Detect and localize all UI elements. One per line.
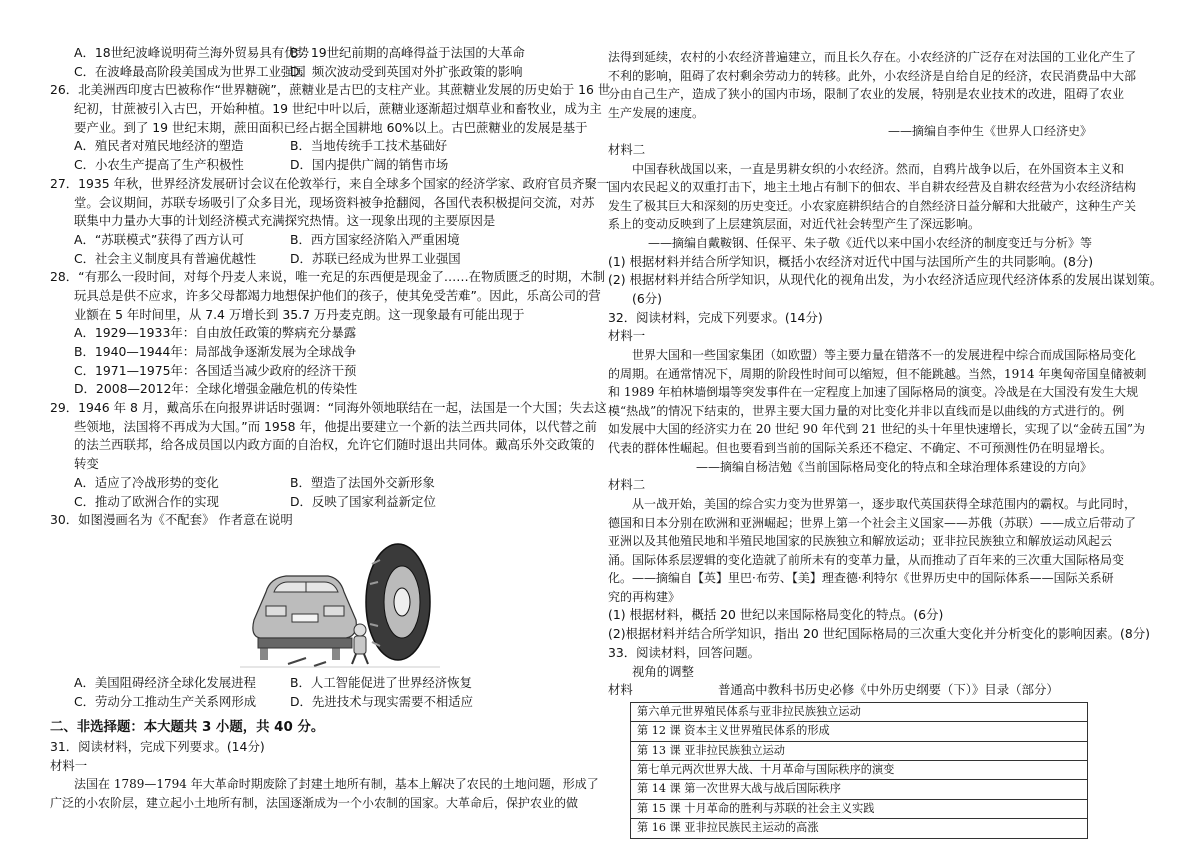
q32-material1-label: 材料一 — [608, 328, 646, 344]
q30-stem: 30．如图漫画名为《不配套》 作者意在说明 — [50, 512, 293, 528]
toc-row: 第 13 课 亚非拉民族独立运动 — [631, 742, 1087, 761]
q26-stem-line: 26．北美洲西印度古巴被称作“世界糖碗”，蔗糖业是古巴的支柱产业。其蔗糖业发展的历史始于 16 世 — [50, 82, 611, 98]
q27-stem-line: 联集中力量办大事的计划经济模式充满探究热情。这一现象出现的主要原因是 — [74, 213, 496, 229]
q32-material2-line: 德国和日本分别在欧洲和亚洲崛起；世界上第一个社会主义国家——苏俄（苏联）——成立后带动了 — [608, 515, 1137, 530]
q29-option-b[interactable]: B．塑造了法国外交新形象 — [290, 474, 435, 490]
q32-material2-line: 化。——摘编自【英】里巴·布劳、【美】理查德·利特尔《世界历史中的国际体系——国际关系研 — [608, 571, 1114, 586]
q25-options-row2 — [50, 63, 590, 82]
q26-stem-line: 要产业。到了 19 世纪末期，蔗田面积已经占据全国耕地 60%以上。古巴蔗糖业的发展是基于 — [74, 119, 588, 135]
q27-stem-line: 堂。会议期间，苏联专场吸引了众多目光，现场资料被争抢翻阅，各国代表积极提问交流，对苏 — [74, 194, 595, 210]
q31-material2-label: 材料二 — [608, 141, 646, 157]
q25-option-a[interactable]: A．18世纪波峰说明荷兰海外贸易具有优势 — [74, 45, 309, 60]
q30-options-row2 — [50, 693, 590, 712]
q32-material2-line: 从一战开始，美国的综合实力变为世界第一，逐步取代英国获得全球范围内的霸权。与此同时， — [632, 496, 1137, 511]
q27-option-a[interactable]: A．“苏联模式”获得了西方认可 — [74, 231, 245, 247]
q32-material1-line: 的周期。在通常情况下，周期的阶段性时间可以缩短，但不能跳越。当然，1914 年奥匈帝国皇储被刺 — [608, 366, 1147, 381]
q32-requirement: (2)根据材料并结合所学知识，指出 20 世纪国际格局的三次重大变化并分析变化的影响因素。(8分) — [608, 626, 1150, 642]
q32-material1-line: 和 1989 年柏林墙倒塌等突发事件在一定程度上加速了国际格局的演变。冷战是在大国没有发生大规 — [608, 385, 1139, 400]
left-column — [50, 44, 611, 813]
toc-row: 第 12 课 资本主义世界殖民体系的形成 — [631, 722, 1087, 741]
q32-material1-line: 模“热战”的情况下结束的，世界主要大国力量的对比变化并非以直线而是以曲线的方式进行的。例 — [608, 403, 1125, 418]
q32-requirement: (1) 根据材料，概括 20 世纪以来国际格局变化的特点。(6分) — [608, 607, 944, 623]
toc-row: 第 16 课 亚非拉民族民主运动的高涨 — [637, 821, 819, 835]
q33-material-label: 材料 — [608, 682, 633, 698]
q25-option-b[interactable]: B．19世纪前期的高峰得益于法国的大革命 — [290, 45, 525, 60]
q30-option-b[interactable]: B．人工智能促进了世界经济恢复 — [290, 674, 472, 690]
q31-material2-line: 中国春秋战国以来，一直是男耕女织的小农经济。然而，自鸦片战争以后，在外国资本主义和 — [632, 161, 1125, 176]
q25-option-c[interactable]: C．在波峰最高阶段美国成为世界工业强国 — [74, 63, 306, 79]
q27-stem-line: 27．1935 年秋，世界经济发展研讨会议在伦敦举行，来自全球多个国家的经济学家、政府官员齐聚一 — [50, 175, 610, 191]
q32-material1-line: 代表的群体性崛起。但也要看到当前的国际关系还不稳定、不确定、不可预测性仍在明显增长。 — [608, 441, 1113, 456]
q31-material1-line: 广泛的小农阶层，建立起小土地所有制，法国逐渐成为一个小农制的国家。大革命后，保护农业的做 — [50, 795, 579, 810]
q27-option-d[interactable]: D．苏联已经成为世界工业强国 — [290, 250, 461, 266]
q33-material-title: 普通高中教科书历史必修《中外历史纲要（下）》目录（部分） — [718, 682, 1059, 698]
q31-requirement: (2) 根据材料并结合所学知识，从现代化的视角出发，为小农经济适应现代经济体系的发展出谋划策。 — [608, 272, 1163, 288]
q33-material-header — [608, 681, 1100, 700]
q33-stem: 33．阅读材料，回答问题。 — [608, 644, 761, 660]
q32-material1-source: ——摘编自杨洁勉《当前国际格局变化的特点和全球治理体系建设的方向》 — [695, 459, 1092, 474]
q29-stem-line: 的法兰西联邦，给各成员国以内政方面的自治权，允许它们随时退出共同体。戴高乐外交政策的 — [74, 437, 595, 453]
q30-option-a[interactable]: A．美国阻碍经济全球化发展进程 — [74, 674, 256, 690]
q28-stem-line: 28．“有那么一段时间，对每个丹麦人来说，唯一充足的东西便是现金了……在物质匮乏的时期，木制 — [50, 269, 605, 285]
q28-option-b[interactable]: B．1940—1944年：局部战争逐渐发展为全球战争 — [74, 344, 357, 359]
q26-options-row2 — [50, 156, 590, 175]
q26-option-a[interactable]: A．殖民者对殖民地经济的塑造 — [74, 138, 244, 154]
q32-material2-line: 亚洲以及其他殖民地和半殖民地国家的民族独立和解放运动；亚非拉民族独立和解放运动风起云 — [608, 534, 1113, 549]
toc-row: 第六单元世界殖民体系与亚非拉民族独立运动 — [631, 703, 1087, 722]
q26-option-d[interactable]: D．国内提供广阔的销售市场 — [290, 157, 449, 173]
q27-options-row1 — [50, 231, 590, 250]
toc-row: 第 15 课 十月革命的胜利与苏联的社会主义实践 — [631, 800, 1087, 819]
q31-requirement: (6分) — [632, 291, 662, 306]
q31-material1-line: 法国在 1789—1794 年大革命时期废除了封建土地所有制，基本上解决了农民的土地问题，形成了 — [74, 777, 599, 792]
q29-options-row2 — [50, 493, 590, 512]
q28-option-d[interactable]: D．2008—2012年：全球化增强金融危机的传染性 — [74, 381, 358, 397]
q26-options-row1 — [50, 137, 590, 156]
q30-options-row1 — [50, 674, 590, 693]
q33-subtitle: 视角的调整 — [632, 663, 694, 679]
q27-options-row2 — [50, 250, 590, 269]
q29-stem-line: 29．1946 年 8 月，戴高乐在向报界讲话时强调：“同海外领地联结在一起，法国是一个大国；失去这 — [50, 400, 607, 416]
q25-options-row1 — [50, 44, 590, 63]
q31-material2-source: ——摘编自戴鞍钢、任保平、朱子敬《近代以来中国小农经济的制度变迁与分析》等 — [647, 236, 1092, 251]
q29-option-c[interactable]: C．推动了欧洲合作的实现 — [74, 493, 219, 509]
q26-option-c[interactable]: C．小农生产提高了生产积极性 — [74, 157, 244, 173]
q27-option-c[interactable]: C．社会主义制度具有普遍优越性 — [74, 250, 257, 266]
q31-stem: 31．阅读材料，完成下列要求。(14分) — [50, 738, 265, 754]
q28-option-c[interactable]: C．1971—1975年：各国适当减少政府的经济干预 — [74, 362, 357, 378]
cartoon-figure — [50, 534, 590, 672]
right-column — [608, 48, 1163, 839]
q26-stem-line: 纪初，甘蔗被引入古巴，开始种植。19 世纪中叶以后，蔗糖业逐渐超过烟草业和畜牧业，成为主 — [74, 101, 602, 117]
q31-material2-line: 系上的变动反映到了上层建筑层面，对近代社会转型产生了深远影响。 — [608, 217, 981, 232]
q31-material1-line: 法得到延续，农村的小农经济普遍建立，而且长久存在。小农经济的广泛存在对法国的工业化产生了 — [608, 50, 1137, 64]
q31-material1-label: 材料一 — [50, 757, 88, 773]
q29-stem-line: 些领地，法国将不再成为大国。”而 1958 年，他提出要建立一个新的法兰西共同体，以代替之前 — [74, 418, 597, 434]
toc-row: 第 14 课 第一次世界大战与战后国际秩序 — [631, 780, 1087, 799]
q31-material2-line: 国内农民起义的双重打击下，地主土地占有制下的佃农、半自耕农经营及自耕农经营为小农经济结构 — [608, 180, 1137, 195]
q32-material2-line: 究的再构建》 — [608, 589, 681, 604]
cartoon-car-tire-illustration — [240, 534, 440, 670]
q31-requirement: (1) 根据材料并结合所学知识，概括小农经济对近代中国与法国所产生的共同影响。(8分) — [608, 253, 1094, 269]
q32-stem: 32．阅读材料，完成下列要求。(14分) — [608, 309, 823, 325]
textbook-contents-table — [630, 702, 1088, 839]
q29-option-d[interactable]: D．反映了国家利益新定位 — [290, 493, 436, 509]
q31-material2-line: 发生了极其巨大和深刻的历史变迁。小农家庭耕织结合的自然经济日益分解和大批破产，这种生产关 — [608, 198, 1137, 213]
q28-option-a[interactable]: A．1929—1933年：自由放任政策的弊病充分暴露 — [74, 325, 357, 341]
q28-stem-line: 玩具总是供不应求，许多父母都竭力地想保护他们的孩子，使其免受苦难”。因此，乐高公司的营 — [74, 287, 601, 303]
q30-option-c[interactable]: C．劳动分工推动生产关系网形成 — [74, 693, 257, 709]
section-heading: 二、非选择题：本大题共 3 小题，共 40 分。 — [50, 720, 325, 736]
q30-option-d[interactable]: D．先进技术与现实需要不相适应 — [290, 693, 474, 709]
q31-material1-source: ——摘编自李仲生《世界人口经济史》 — [887, 124, 1092, 139]
q32-material1-line: 如发展中大国的经济实力在 20 世纪 90 年代到 21 世纪的头十年里快速增长，实现了以“金砖五国”为 — [608, 422, 1145, 437]
q31-material1-line: 生产发展的速度。 — [608, 105, 705, 120]
q29-option-a[interactable]: A．适应了冷战形势的变化 — [74, 474, 219, 490]
q29-options-row1 — [50, 474, 590, 493]
q32-material2-line: 涌。国际体系层逻辑的变化造就了前所未有的变革力量，从而推动了百年来的三次重大国际格局变 — [608, 552, 1125, 567]
q29-stem-line: 转变 — [74, 456, 99, 472]
q31-material1-line: 分由自己生产，造成了狭小的国内市场，限制了农业的发展，特别是农业技术的改进，阻碍了农业 — [608, 87, 1125, 102]
q26-option-b[interactable]: B．当地传统手工技术基础好 — [290, 138, 448, 154]
q28-stem-line: 业额在 5 年时间里，从 7.4 万增长到 35.7 万丹麦克朗。这一现象最有可能出现于 — [74, 306, 525, 322]
q25-option-d[interactable]: D．频次波动受到英国对外扩张政策的影响 — [290, 63, 523, 79]
toc-row: 第七单元两次世界大战、十月革命与国际秩序的演变 — [631, 761, 1087, 780]
q31-material1-line: 不利的影响，阻碍了农村剩余劳动力的转移。此外，小农经济是自给自足的经济，农民消费品中大部 — [608, 68, 1137, 83]
q32-material2-label: 材料二 — [608, 477, 646, 493]
q32-material1-line: 世界大国和一些国家集团（如欧盟）等主要力量在错落不一的发展进程中综合而成国际格局变化 — [632, 348, 1137, 363]
q27-option-b[interactable]: B．西方国家经济陷入严重困境 — [290, 231, 460, 247]
